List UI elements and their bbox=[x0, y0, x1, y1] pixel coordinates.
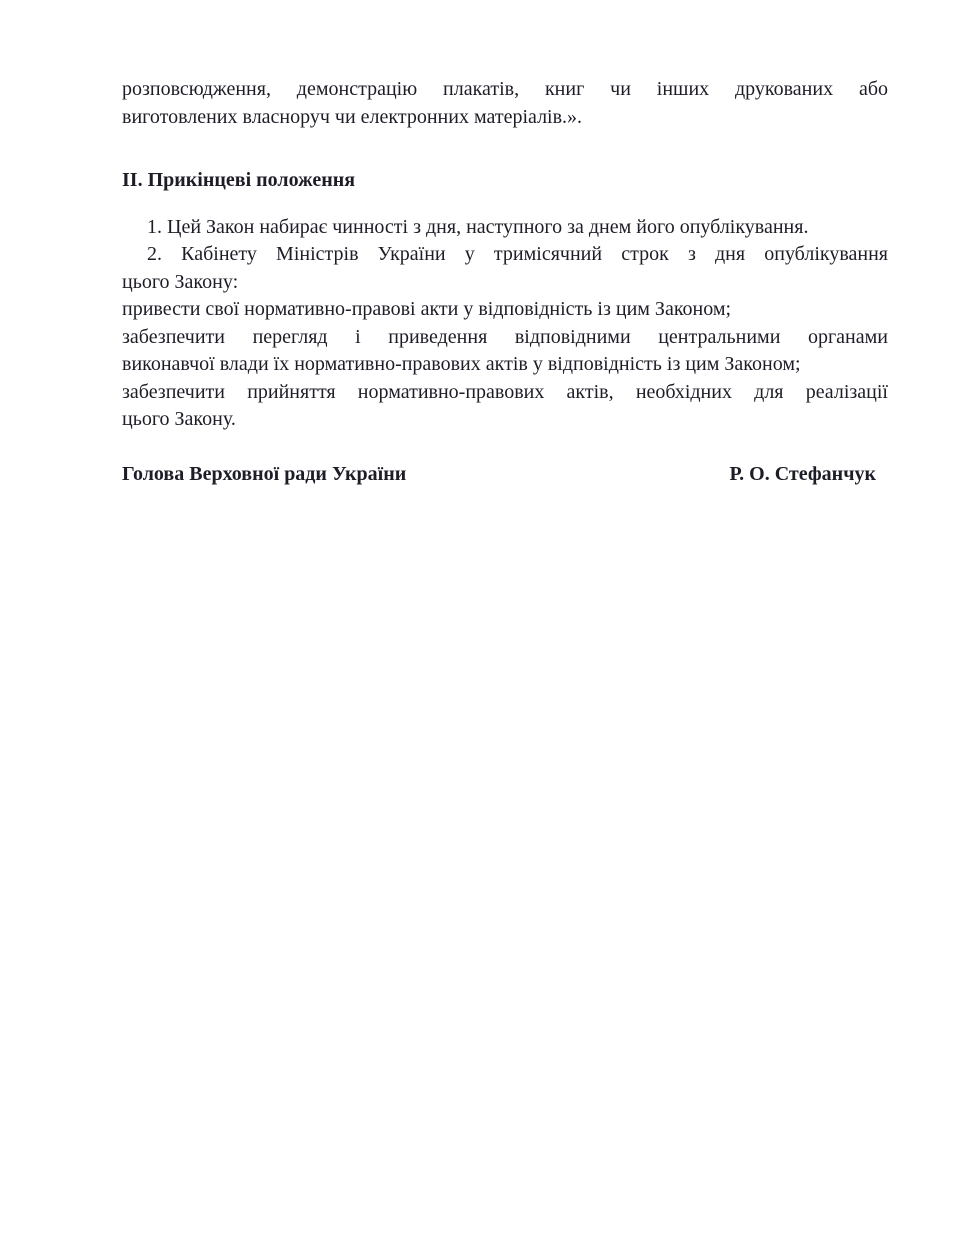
final-provisions-subitem-2-line-1: забезпечити перегляд і приведення відповідними центральними органами bbox=[122, 325, 888, 348]
signature-row bbox=[122, 461, 888, 489]
final-provisions-subitem-1: привести свої нормативно-правові акти у відповідність із цим Законом; bbox=[122, 298, 732, 320]
signatory-title: Голова Верховної ради України bbox=[122, 462, 407, 485]
final-provisions-block bbox=[122, 214, 888, 434]
final-provisions-subitem-3-line-1: забезпечити прийняття нормативно-правових актів, необхідних для реалізації bbox=[122, 380, 888, 403]
closing-paragraph-line-2: виготовлених власноруч чи електронних матеріалів.». bbox=[122, 105, 583, 128]
final-provisions-item-2-line-2: цього Закону: bbox=[122, 270, 239, 293]
signatory-name: Р. О. Стефанчук bbox=[729, 462, 876, 485]
closing-paragraph-line-1: розповсюдження, демонстрацію плакатів, книг чи інших друкованих або bbox=[122, 78, 888, 100]
final-provisions-subitem-3-line-2: цього Закону. bbox=[122, 408, 236, 430]
closing-paragraph bbox=[122, 76, 888, 131]
final-provisions-subitem-2-line-2: виконавчої влади їх нормативно-правових актів у відповідність із цим Законом; bbox=[122, 353, 801, 375]
final-provisions-item-1: 1. Цей Закон набирає чинності з дня, наступного за днем його опублікування. bbox=[147, 215, 809, 238]
final-provisions-item-2-line-1: 2. Кабінету Міністрів України у тримісячний строк з дня опублікування bbox=[147, 243, 888, 265]
section-heading-final-provisions: ІІ. Прикінцеві положення bbox=[122, 169, 356, 191]
